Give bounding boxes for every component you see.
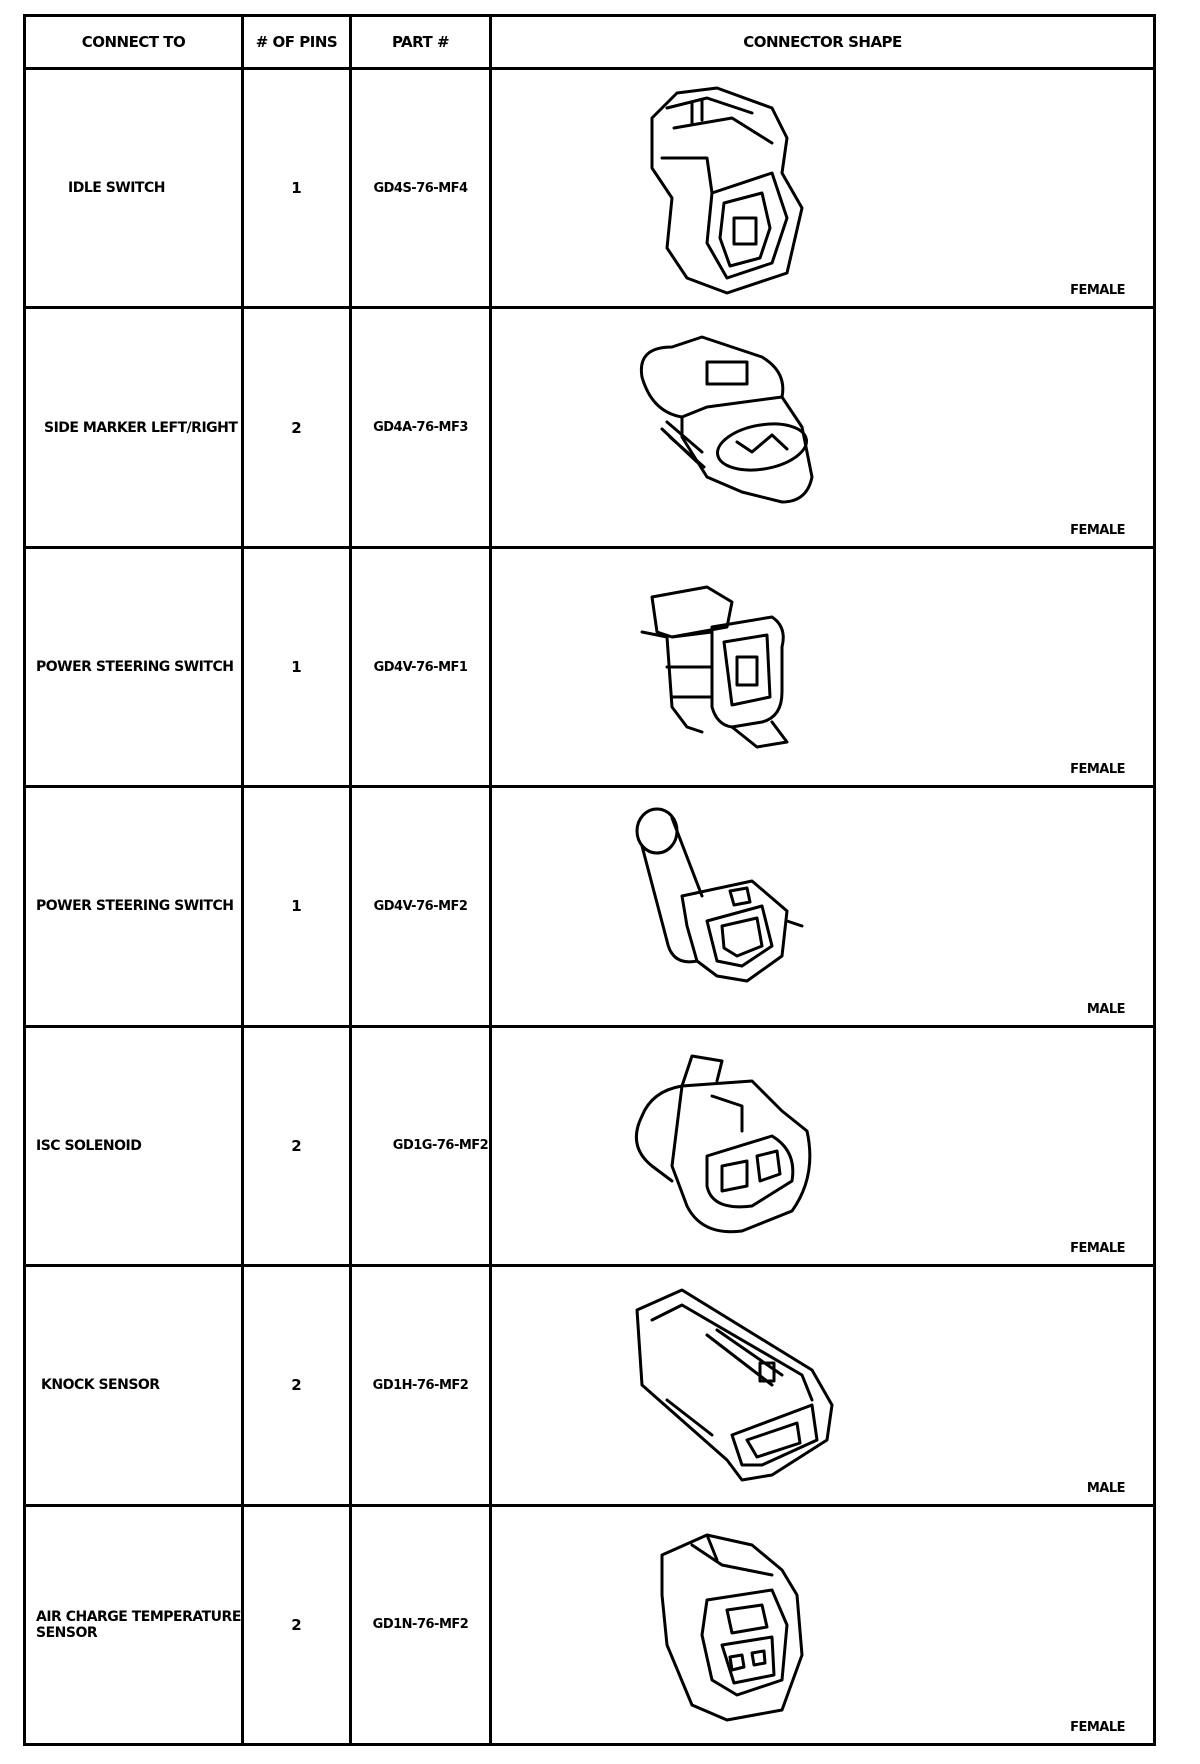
connect-to-cell: AIR CHARGE TEMPERATURE SENSOR xyxy=(25,1505,243,1744)
pins-cell: 2 xyxy=(243,1266,351,1505)
part-cell: GD4S-76-MF4 xyxy=(351,69,491,308)
gender-label: MALE xyxy=(1086,1001,1125,1017)
table-row xyxy=(25,1505,1155,1744)
part-cell: GD4V-76-MF2 xyxy=(351,787,491,1026)
shape-cell xyxy=(491,308,1155,547)
gender-label: FEMALE xyxy=(1070,283,1125,299)
pins-cell: 1 xyxy=(243,69,351,308)
header-row xyxy=(25,16,1155,69)
header-part: PART # xyxy=(351,16,491,69)
gender-label: FEMALE xyxy=(1070,1241,1125,1257)
connect-to-cell: SIDE MARKER LEFT/RIGHT xyxy=(25,308,243,547)
header-connect-to: CONNECT TO xyxy=(25,16,243,69)
header-shape: CONNECTOR SHAPE xyxy=(491,16,1155,69)
pins-cell: 1 xyxy=(243,547,351,786)
pins-cell: 2 xyxy=(243,1505,351,1744)
table-row xyxy=(25,1266,1155,1505)
gender-label: MALE xyxy=(1086,1480,1125,1496)
table-row xyxy=(25,1026,1155,1265)
part-cell: GD4V-76-MF1 xyxy=(351,547,491,786)
pins-cell: 2 xyxy=(243,1026,351,1265)
knock-sensor-connector-icon xyxy=(612,1275,872,1495)
pins-cell: 1 xyxy=(243,787,351,1026)
gender-label: FEMALE xyxy=(1070,1720,1125,1735)
isc-solenoid-connector-icon xyxy=(612,1036,872,1256)
pins-cell: 2 xyxy=(243,308,351,547)
gender-label: FEMALE xyxy=(1070,522,1125,538)
connect-to-cell: POWER STEERING SWITCH xyxy=(25,547,243,786)
part-cell: GD1H-76-MF2 xyxy=(351,1266,491,1505)
power-steering-male-connector-icon xyxy=(612,796,872,1016)
shape-cell xyxy=(491,1505,1155,1744)
shape-cell xyxy=(491,787,1155,1026)
side-marker-connector-icon xyxy=(612,317,872,537)
shape-cell xyxy=(491,1026,1155,1265)
connector-table xyxy=(23,14,1153,1746)
part-cell: GD1G-76-MF2 xyxy=(351,1026,491,1265)
shape-cell xyxy=(491,1266,1155,1505)
connect-to-cell: POWER STEERING SWITCH xyxy=(25,787,243,1026)
shape-cell xyxy=(491,547,1155,786)
connect-to-cell: KNOCK SENSOR xyxy=(25,1266,243,1505)
table-row xyxy=(25,69,1155,308)
shape-cell xyxy=(491,69,1155,308)
idle-switch-connector-icon xyxy=(612,78,872,298)
gender-label: FEMALE xyxy=(1070,762,1125,778)
power-steering-female-connector-icon xyxy=(612,557,872,777)
air-charge-temp-connector-icon xyxy=(612,1515,872,1735)
table-row xyxy=(25,308,1155,547)
connect-to-cell: ISC SOLENOID xyxy=(25,1026,243,1265)
connect-to-cell: IDLE SWITCH xyxy=(25,69,243,308)
table-row xyxy=(25,547,1155,786)
part-cell: GD1N-76-MF2 xyxy=(351,1505,491,1744)
part-cell: GD4A-76-MF3 xyxy=(351,308,491,547)
header-pins: # OF PINS xyxy=(243,16,351,69)
table-row xyxy=(25,787,1155,1026)
